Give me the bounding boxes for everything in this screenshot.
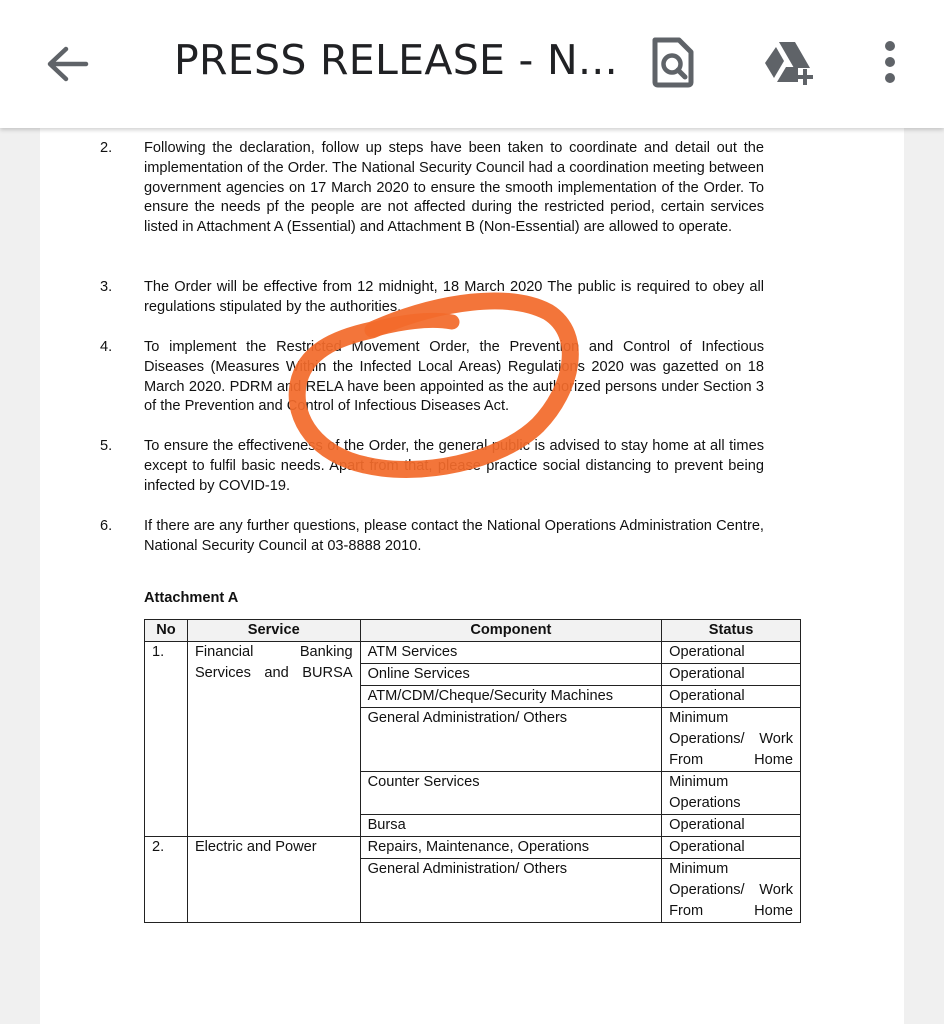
back-arrow-icon <box>38 40 94 88</box>
table-row <box>145 642 801 664</box>
status-cell: Minimum Operations/ Work From Home <box>662 859 801 923</box>
row-number: 2. <box>145 837 188 923</box>
table-row <box>145 837 801 859</box>
add-to-drive-button[interactable] <box>760 38 820 88</box>
component-cell: General Administration/ Others <box>360 859 662 923</box>
status-cell: Operational <box>662 664 801 686</box>
pdf-page[interactable] <box>40 128 904 1024</box>
component-cell: ATM/CDM/Cheque/Security Machines <box>360 686 662 708</box>
paragraph-number: 4. <box>100 339 113 355</box>
paragraph-6 <box>100 517 764 557</box>
status-cell: Operational <box>662 815 801 837</box>
status-cell: Minimum Operations/ Work From Home <box>662 708 801 772</box>
row-number: 1. <box>145 642 188 837</box>
status-cell: Operational <box>662 837 801 859</box>
paragraph-3 <box>100 278 764 318</box>
paragraph-number: 2. <box>100 140 113 156</box>
app-bar <box>0 0 944 128</box>
component-cell: ATM Services <box>360 642 662 664</box>
header-no: No <box>145 620 188 642</box>
paragraph-text: If there are any further questions, please contact the National Operations Administration Centre, National Security Council at 03-8888 2010. <box>144 518 764 554</box>
paragraph-number: 6. <box>100 518 113 534</box>
header-component: Component <box>360 620 662 642</box>
paragraph-text: The Order will be effective from 12 midnight, 18 March 2020 The public is required to obey all regulations stipulated by the authorities. <box>144 279 764 315</box>
paragraph-text: To ensure the effectiveness of the Order, the general public is advised to stay home at all times except to fulfil basic needs. Apart from that, please practice social distancing to prevent being infected by COVID-19. <box>144 438 764 494</box>
paragraph-4 <box>100 338 764 417</box>
status-cell: Minimum Operations <box>662 772 801 815</box>
paragraph-number: 5. <box>100 438 113 454</box>
attachment-table <box>144 619 801 923</box>
header-status: Status <box>662 620 801 642</box>
document-title: PRESS RELEASE - N... <box>174 36 618 84</box>
service-name: Financial Banking Services and BURSA <box>187 642 360 837</box>
component-cell: Counter Services <box>360 772 662 815</box>
component-cell: Repairs, Maintenance, Operations <box>360 837 662 859</box>
more-options-button[interactable] <box>876 38 904 88</box>
paragraph-text: To implement the Restricted Movement Order, the Prevention and Control of Infectious Diseases (Measures Within the Infected Local Areas) Regulations 2020 was gazetted on 18 March 2020. PDRM and RELA have been appointed as the authorized persons under Section 3 of the Prevention and Control of Infectious Diseases Act. <box>144 339 764 415</box>
status-cell: Operational <box>662 686 801 708</box>
more-vert-icon <box>876 38 904 88</box>
component-cell: Online Services <box>360 664 662 686</box>
status-cell: Operational <box>662 642 801 664</box>
service-name: Electric and Power <box>187 837 360 923</box>
add-to-drive-icon <box>760 38 820 88</box>
back-button[interactable] <box>38 40 94 88</box>
header-service: Service <box>187 620 360 642</box>
paragraph-5 <box>100 437 764 496</box>
paragraph-2 <box>100 139 764 238</box>
find-in-page-button[interactable] <box>647 34 699 90</box>
attachment-title: Attachment A <box>144 590 239 606</box>
find-in-page-icon <box>647 34 699 90</box>
component-cell: Bursa <box>360 815 662 837</box>
component-cell: General Administration/ Others <box>360 708 662 772</box>
paragraph-number: 3. <box>100 279 113 295</box>
paragraph-text: Following the declaration, follow up steps have been taken to coordinate and detail out the implementation of the Order. The National Security Council had a coordination meeting between government agencies on 17 March 2020 to ensure the smooth implementation of the Order. To ensure the needs pf the people are not affected during the restricted period, certain services listed in Attachment A (Essential) and Attachment B (Non-Essential) are allowed to operate. <box>144 140 764 236</box>
table-header-row <box>145 620 801 642</box>
